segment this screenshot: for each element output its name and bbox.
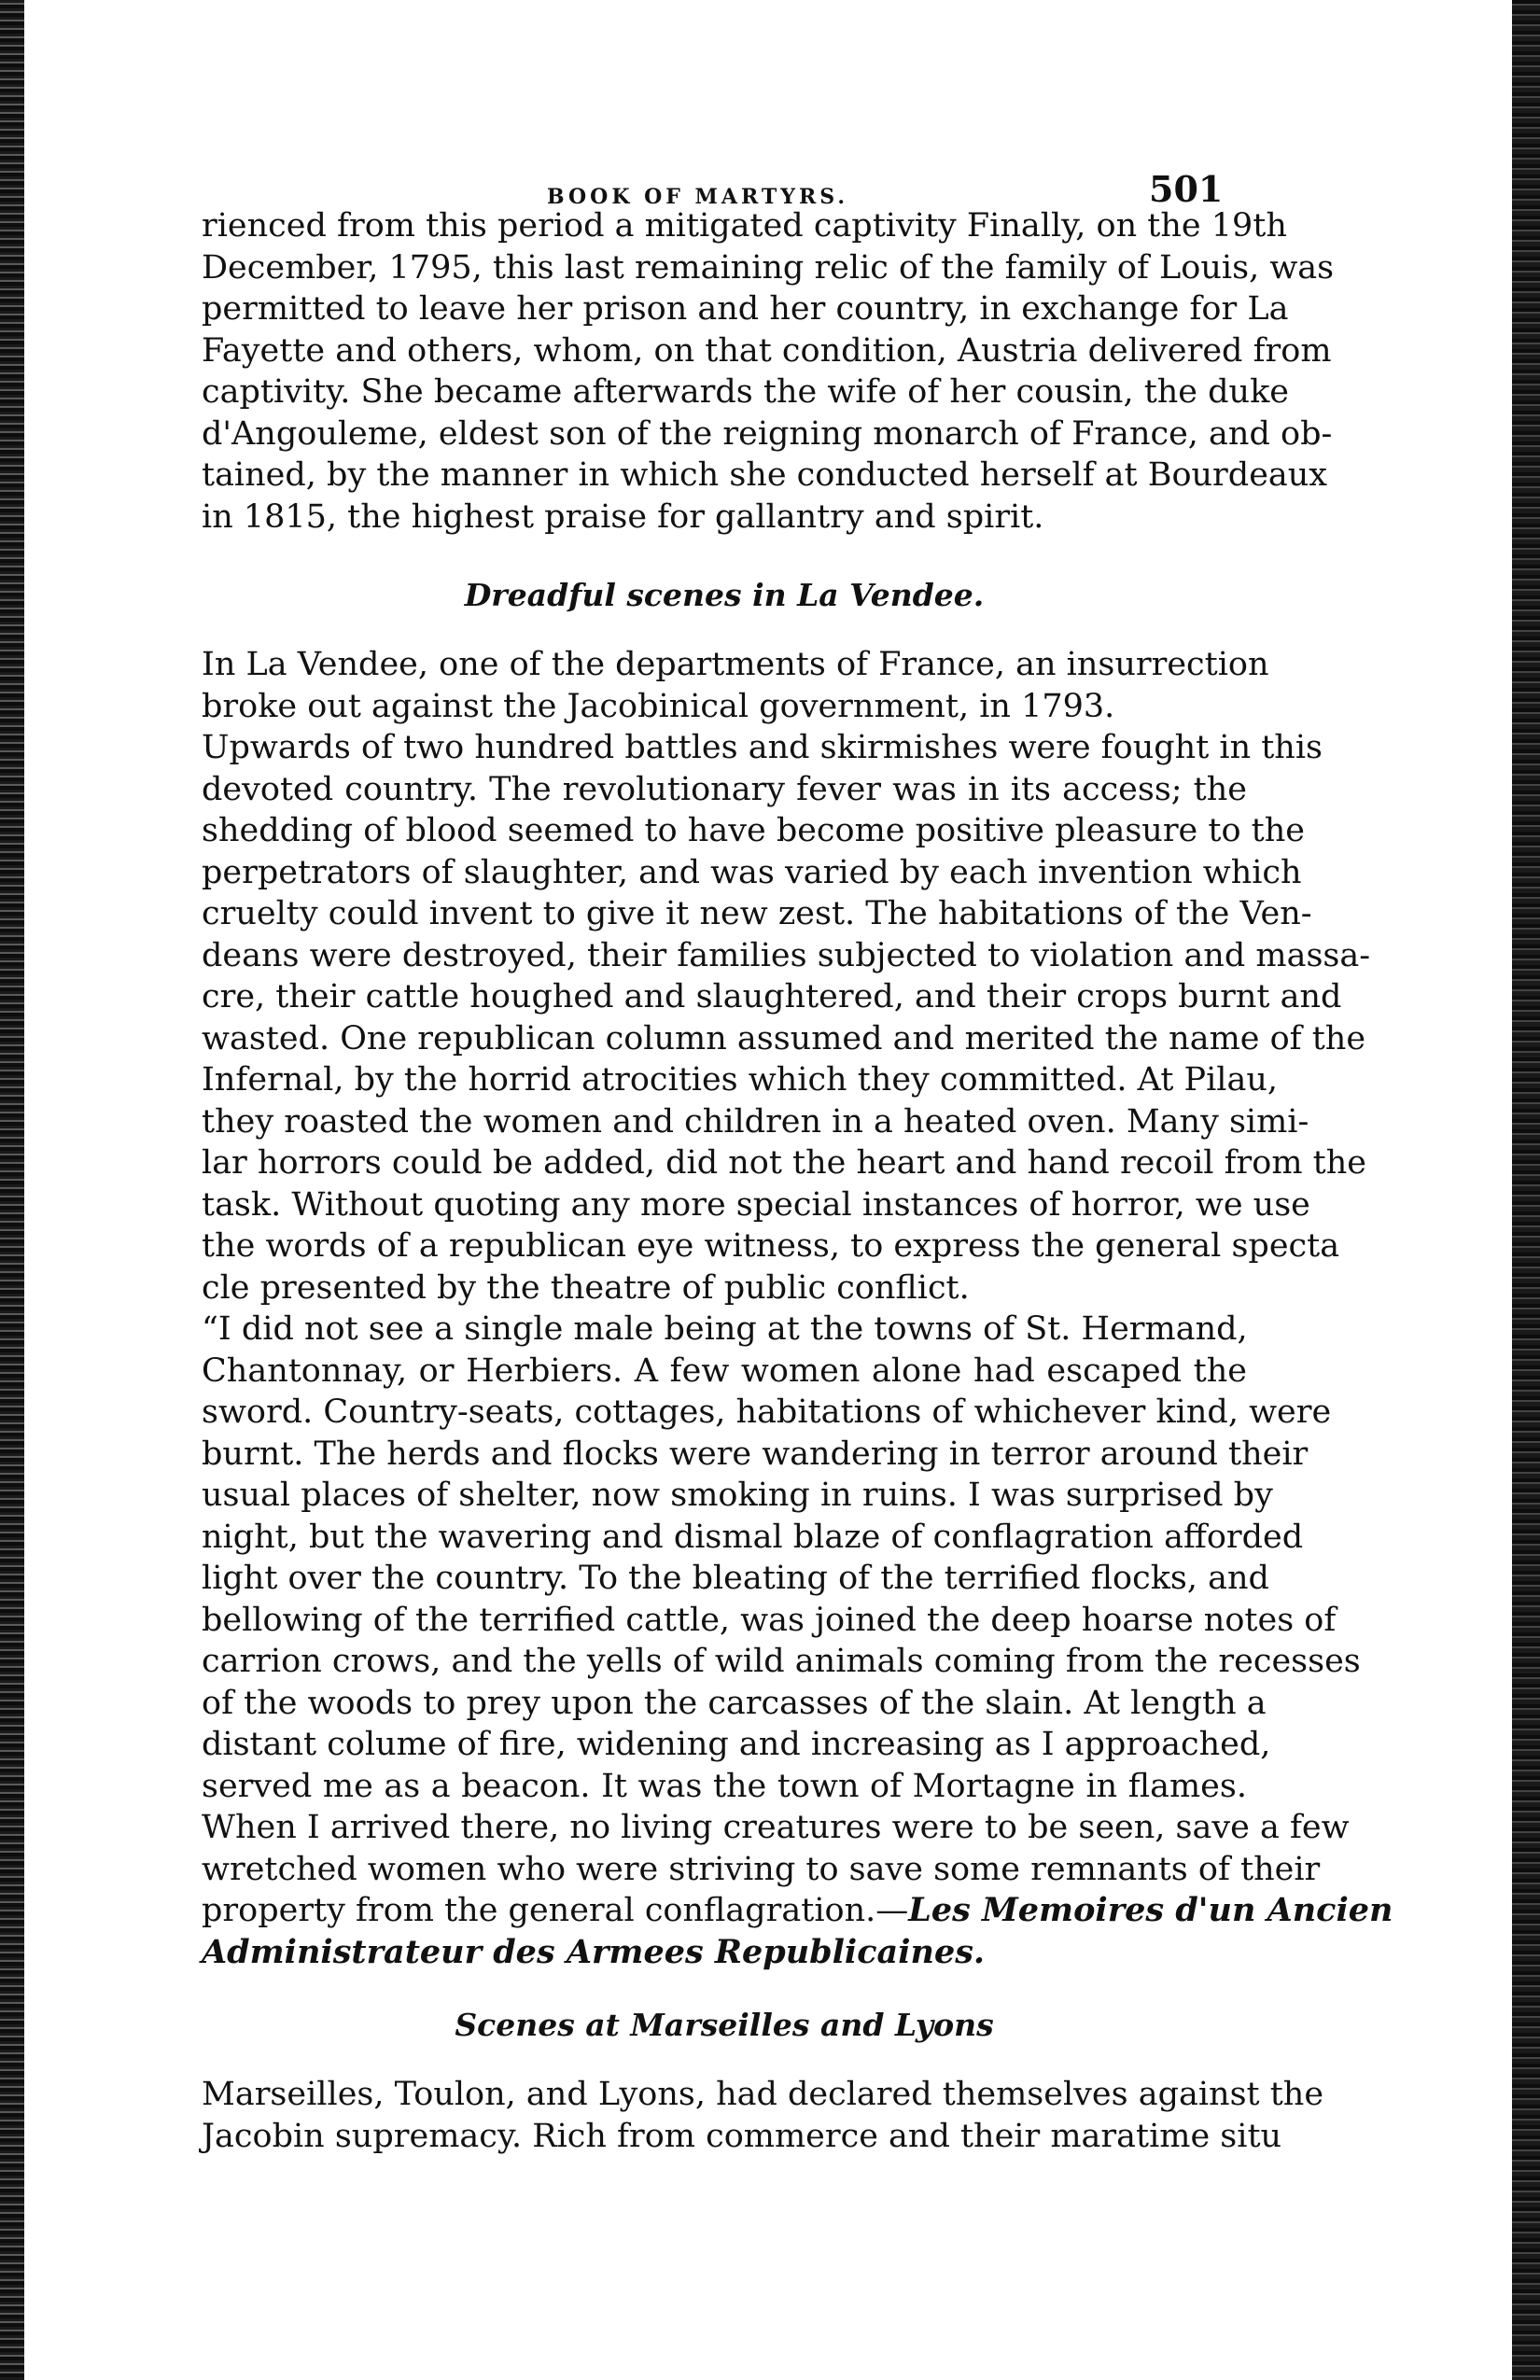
text-line: burnt. The herds and flocks were wandering in terror around their (202, 1435, 1309, 1473)
text-line: light over the country. To the bleating of the terrified flocks, and (202, 1560, 1269, 1597)
text-line-with-citation (202, 1890, 1393, 1932)
text-line: sword. Country-seats, cottages, habitations of whichever kind, were (202, 1393, 1332, 1431)
text-line: perpetrators of slaughter, and was varied by each invention which (202, 853, 1302, 891)
text-line: task. Without quoting any more special instances of horror, we use (202, 1185, 1310, 1224)
text-line: in 1815, the highest praise for gallantry and spirit. (202, 497, 1044, 536)
vendee-paragraph-2 (202, 727, 1371, 1309)
text-line: wretched women who were striving to save some remnants of their (202, 1850, 1321, 1888)
text-line: Fayette and others, whom, on that condition, Austria delivered from (202, 331, 1332, 370)
text-line: Marseilles, Toulon, and Lyons, had declared themselves against the (202, 2076, 1324, 2113)
text-line: carrion crows, and the yells of wild animals coming from the recesses (202, 1643, 1361, 1680)
text-line: In La Vendee, one of the departments of France, an insurrection (202, 646, 1269, 683)
text-line: wasted. One republican column assumed and merited the name of the (202, 1019, 1366, 1057)
text-line: usual places of shelter, now smoking in ruins. I was surprised by (202, 1477, 1273, 1514)
text-line: bellowing of the terrified cattle, was joined the deep hoarse notes of (202, 1601, 1337, 1639)
citation-part-1: Les Memoires d'un Ancien (908, 1891, 1393, 1929)
text-line: cre, their cattle houghed and slaughtered, and their crops burnt and (202, 978, 1342, 1015)
text-line: devoted country. The revolutionary fever was in its access; the (202, 770, 1247, 808)
section-heading-marseilles-lyons: Scenes at Marseilles and Lyons (455, 2007, 994, 2043)
text-line: “I did not see a single male being at the towns of St. Hermand, (202, 1310, 1248, 1348)
text-line: When I arrived there, no living creatures were to be seen, save a few (202, 1809, 1350, 1846)
text-line: d'Angouleme, eldest son of the reigning monarch of France, and ob- (202, 414, 1333, 453)
text-line: deans were destroyed, their families subjected to violation and massa- (202, 936, 1371, 974)
text-line: Upwards of two hundred battles and skirmishes were fought in this (202, 729, 1323, 766)
text-line: cle presented by the theatre of public conflict. (202, 1268, 970, 1307)
citation-part-2: Administrateur des Armees Republicaines. (202, 1932, 986, 1971)
scan-edge-right (1512, 0, 1540, 2380)
quote-tail: property from the general conflagration.— (202, 1892, 909, 1929)
vendee-paragraph-1 (202, 644, 1269, 727)
text-line: night, but the wavering and dismal blaze of conflagration afforded (202, 1518, 1304, 1556)
text-line: captivity. She became afterwards the wife of her cousin, the duke (202, 373, 1290, 411)
text-line: permitted to leave her prison and her country, in exchange for La (202, 290, 1289, 328)
text-line: served me as a beacon. It was the town of Mortagne in flames. (202, 1767, 1247, 1805)
vendee-quote-paragraph (202, 1309, 1393, 1973)
text-line: they roasted the women and children in a heated oven. Many simi- (202, 1102, 1309, 1141)
scan-edge-left (0, 0, 24, 2380)
intro-paragraph (202, 205, 1335, 538)
book-page (202, 149, 1393, 2249)
text-line: lar horrors could be added, did not the heart and hand recoil from the (202, 1144, 1366, 1182)
page-number: 501 (1149, 168, 1224, 210)
text-line: Infernal, by the horrid atrocities which they committed. At Pilau, (202, 1061, 1279, 1099)
text-line: December, 1795, this last remaining relic of the family of Louis, was (202, 248, 1335, 287)
text-line: cruelty could invent to give it new zest. The habitations of the Ven- (202, 895, 1312, 932)
section-heading-la-vendee: Dreadful scenes in La Vendee. (464, 577, 985, 613)
text-line: shedding of blood seemed to have become positive pleasure to the (202, 812, 1305, 849)
text-line: broke out against the Jacobinical government, in 1793. (202, 687, 1115, 725)
running-head (202, 149, 1247, 210)
text-line: Jacobin supremacy. Rich from commerce and their maratime situ (202, 2117, 1282, 2155)
text-line: distant colume of fire, widening and increasing as I approached, (202, 1726, 1271, 1763)
running-title: BOOK OF MARTYRS. (547, 185, 848, 209)
text-line: rienced from this period a mitigated captivity Finally, on the 19th (202, 207, 1287, 245)
text-line: of the woods to prey upon the carcasses of the slain. At length a (202, 1684, 1267, 1722)
text-line: tained, by the manner in which she conducted herself at Bourdeaux (202, 456, 1328, 494)
marseilles-paragraph (202, 2074, 1324, 2157)
text-line: the words of a republican eye witness, to express the general specta (202, 1227, 1340, 1265)
citation-line (202, 1932, 1247, 1974)
text-line: Chantonnay, or Herbiers. A few women alone had escaped the (202, 1351, 1247, 1390)
